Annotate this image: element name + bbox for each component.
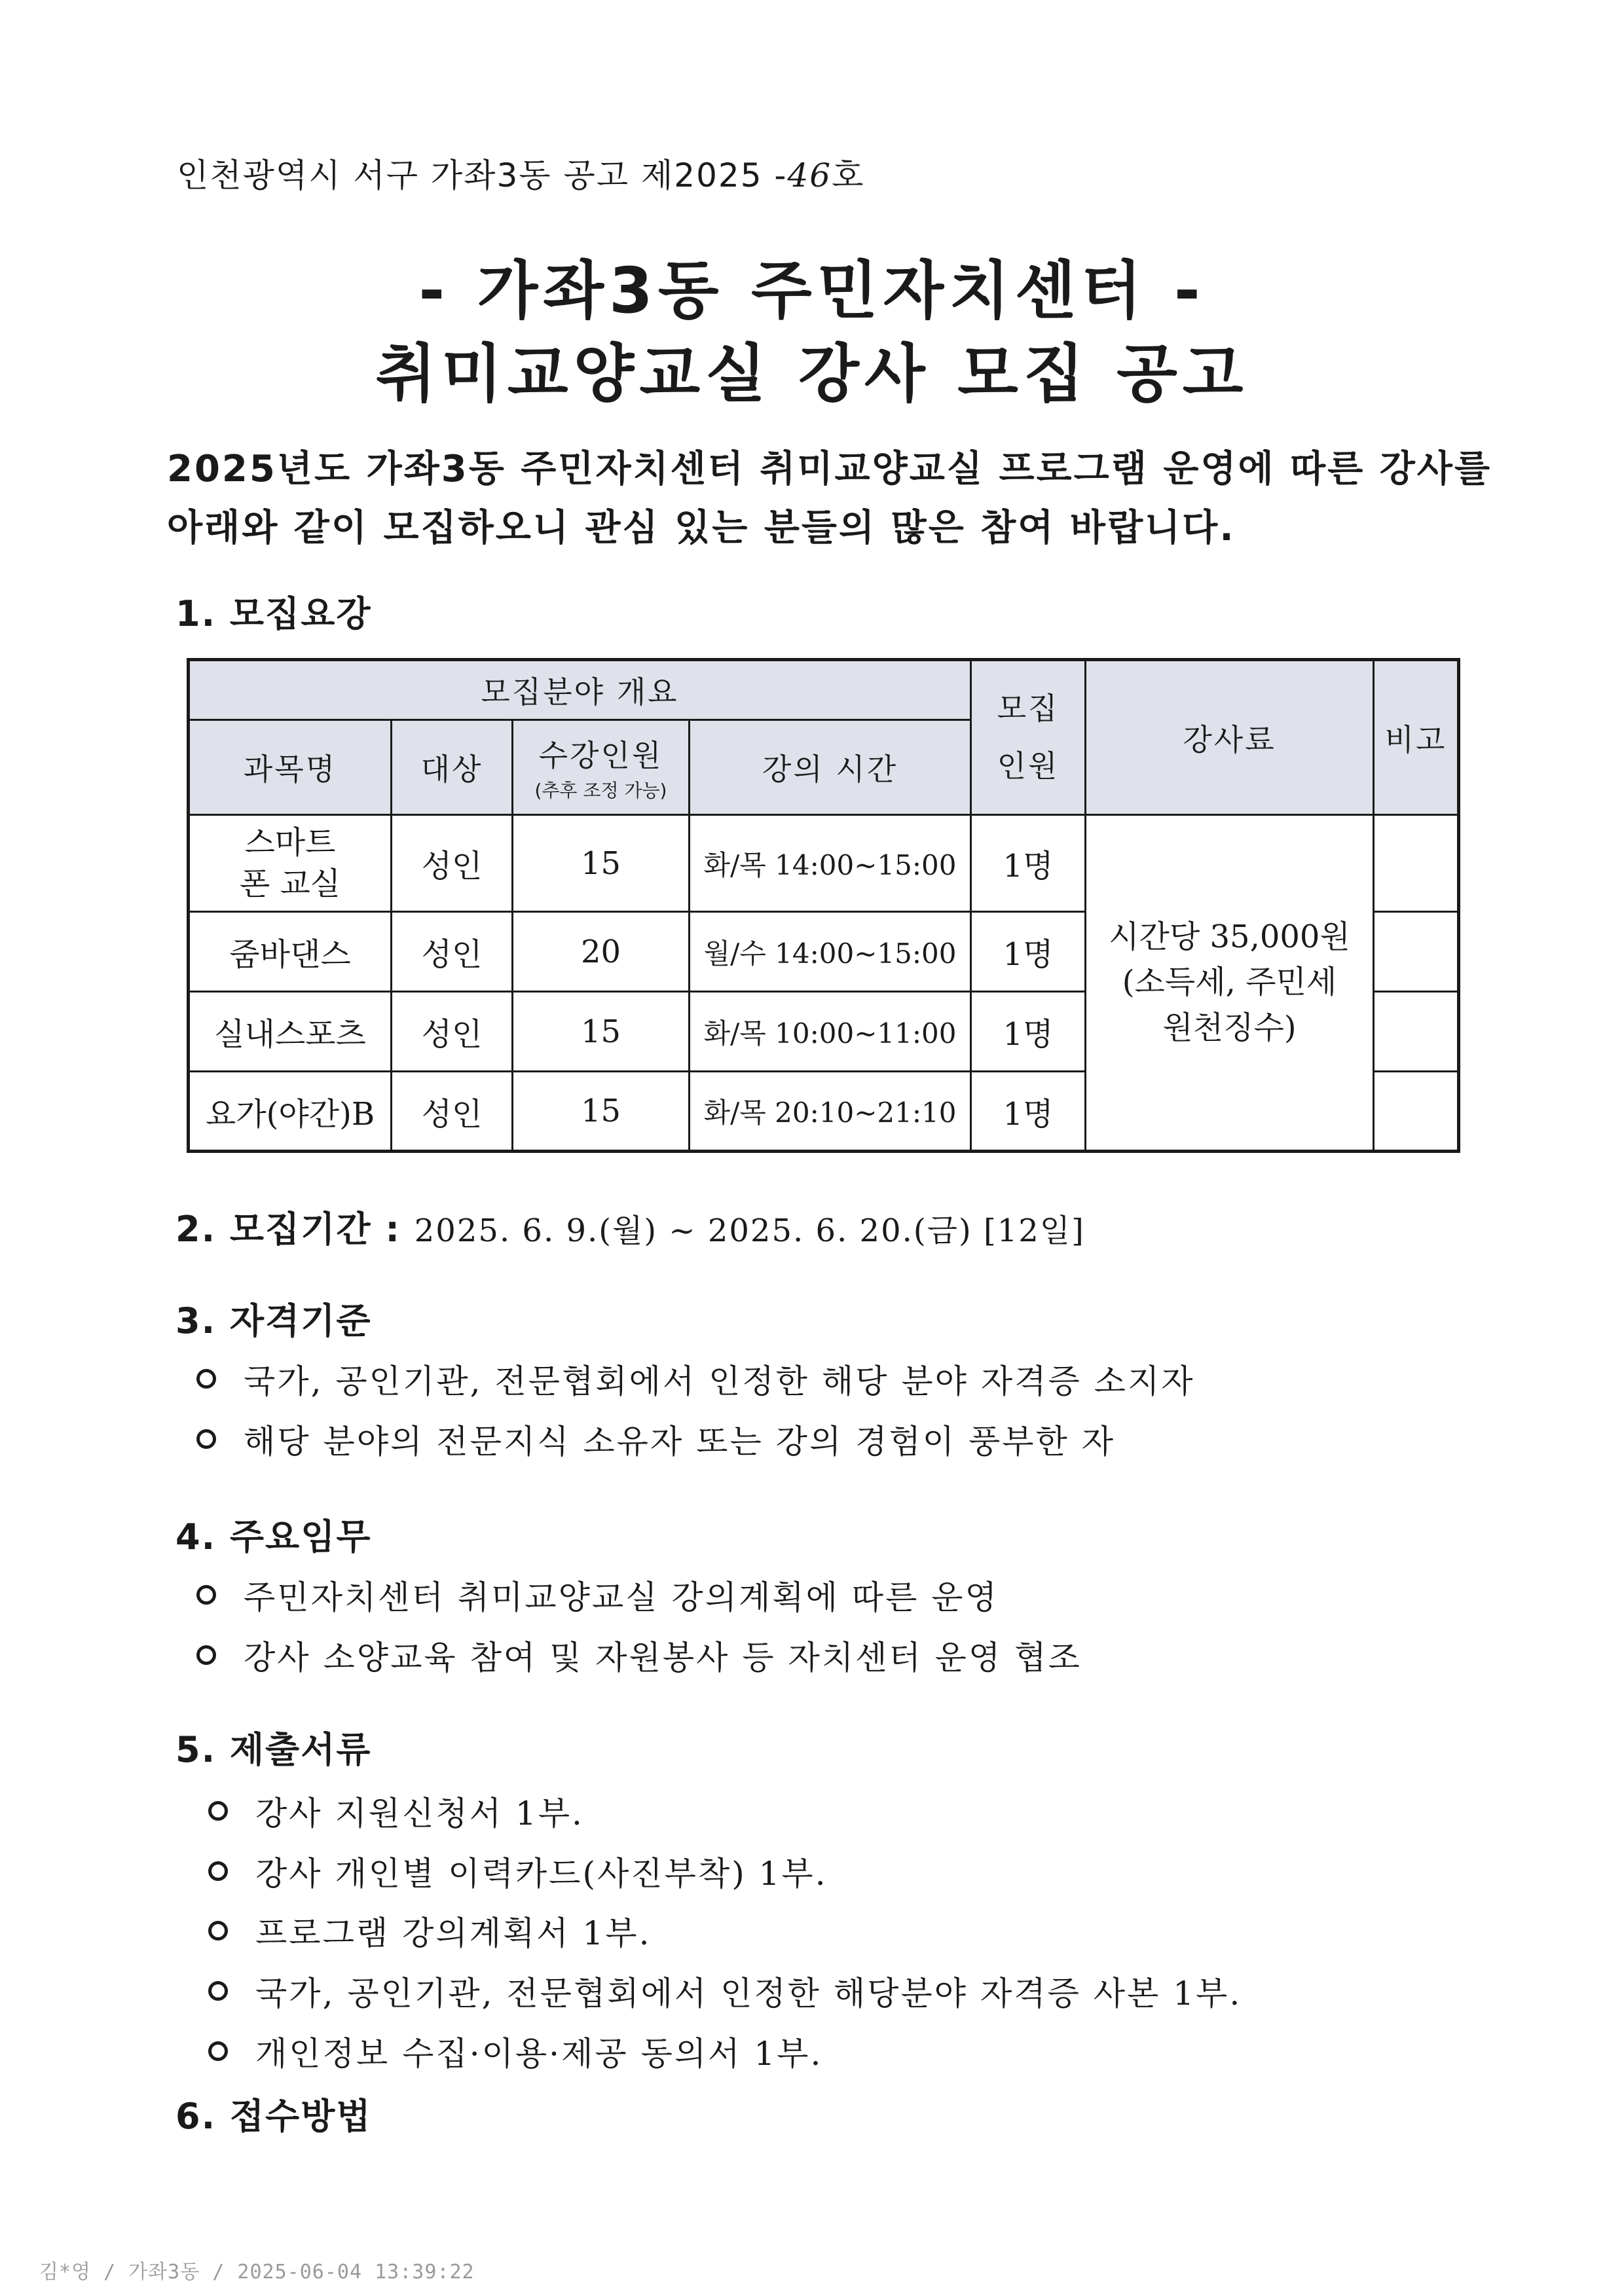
table-header-group: 모집분야 개요 [189, 660, 971, 720]
intro-line2: 아래와 같이 모집하오니 관심 있는 분들의 많은 참여 바랍니다. [167, 507, 1236, 549]
row-subject-text: 스마트폰 교실 [239, 824, 341, 902]
list-item [208, 1967, 1242, 2014]
print-stamp: 김*영 / 가좌3동 / 2025-06-04 13:39:22 [39, 2261, 475, 2284]
list-item-text: 프로그램 강의계획서 1부. [255, 1914, 652, 1952]
row-subject: 요가(야간)B [189, 1072, 392, 1152]
list-item [208, 1848, 828, 1895]
fee-line1: 시간당 35,000원 [1109, 918, 1350, 955]
fee-line3: 원천징수) [1162, 1009, 1297, 1046]
list-item-text: 국가, 공인기관, 전문협회에서 인정한 해당 분야 자격증 소지자 [244, 1362, 1195, 1400]
list-item [196, 1631, 1082, 1679]
row-capacity: 15 [513, 1072, 690, 1152]
row-count: 1명 [971, 1072, 1086, 1152]
circle-bullet-icon [208, 2041, 228, 2061]
circle-bullet-icon [208, 1801, 228, 1821]
table-header-capacity-label: 수강인원 [538, 738, 663, 773]
table-header-count [971, 660, 1086, 815]
fee-line2: (소득세, 주민세 [1122, 964, 1337, 1001]
row-note [1374, 912, 1459, 992]
list-item-text: 강사 개인별 이력카드(사진부착) 1부. [255, 1855, 828, 1893]
section6-heading: 6. 접수방법 [175, 2096, 372, 2137]
list-item-text: 강사 지원신청서 1부. [255, 1795, 584, 1832]
section2-label: 2. 모집기간 : [175, 1209, 401, 1250]
list-item-text: 강사 소양교육 참여 및 자원봉사 등 자치센터 운영 협조 [244, 1639, 1082, 1677]
list-item [208, 1907, 652, 1954]
table-header-fee: 강사료 [1086, 660, 1374, 815]
notice-number-handwritten: 46 [787, 156, 832, 194]
section3-heading: 3. 자격기준 [175, 1300, 372, 1341]
table-header-subject: 과목명 [189, 720, 392, 815]
table-header-target: 대상 [392, 720, 513, 815]
notice-number [177, 149, 864, 196]
section4-heading: 4. 주요임무 [175, 1516, 372, 1558]
table-header-count-label: 모집 인원 [997, 691, 1060, 784]
list-item-text: 해당 분야의 전문지식 소유자 또는 강의 경험이 풍부한 자 [244, 1423, 1116, 1461]
list-item [196, 1415, 1115, 1463]
circle-bullet-icon [196, 1429, 216, 1449]
list-item [208, 2028, 822, 2075]
row-time: 월/수 14:00~15:00 [690, 912, 971, 992]
notice-number-prefix: 인천광역시 서구 가좌3동 공고 제2025 - [177, 156, 788, 194]
circle-bullet-icon [208, 1861, 228, 1881]
list-item [196, 1571, 999, 1618]
row-capacity: 20 [513, 912, 690, 992]
row-target: 성인 [392, 1072, 513, 1152]
row-time: 화/목 20:10~21:10 [690, 1072, 971, 1152]
row-target: 성인 [392, 815, 513, 912]
fee-cell [1086, 815, 1374, 1152]
table-header-capacity [513, 720, 690, 815]
recruitment-period: 2025. 6. 9.(월) ~ 2025. 6. 20.(금) [12일] [414, 1212, 1085, 1249]
table-header-time: 강의 시간 [690, 720, 971, 815]
table-header-capacity-note: (추후 조정 가능) [534, 780, 667, 801]
row-subject: 실내스포츠 [189, 992, 392, 1072]
row-note [1374, 992, 1459, 1072]
circle-bullet-icon [196, 1645, 216, 1665]
row-target: 성인 [392, 912, 513, 992]
notice-number-suffix: 호 [832, 156, 865, 194]
row-note [1374, 1072, 1459, 1152]
circle-bullet-icon [196, 1369, 216, 1389]
row-capacity: 15 [513, 815, 690, 912]
section1-heading: 1. 모집요강 [175, 593, 372, 634]
circle-bullet-icon [208, 1981, 228, 2001]
list-item [196, 1355, 1195, 1402]
table-row [189, 815, 1459, 912]
row-time: 화/목 14:00~15:00 [690, 815, 971, 912]
row-count: 1명 [971, 912, 1086, 992]
intro-line1: 2025년도 가좌3동 주민자치센터 취미교양교실 프로그램 운영에 따른 강사를 [167, 448, 1492, 490]
row-count: 1명 [971, 992, 1086, 1072]
row-note [1374, 815, 1459, 912]
list-item-text: 국가, 공인기관, 전문협회에서 인정한 해당분야 자격증 사본 1부. [255, 1975, 1242, 2013]
row-capacity: 15 [513, 992, 690, 1072]
circle-bullet-icon [208, 1921, 228, 1941]
section5-heading: 5. 제출서류 [175, 1729, 372, 1770]
list-item-text: 개인정보 수집·이용·제공 동의서 1부. [255, 2035, 823, 2073]
list-item-text: 주민자치센터 취미교양교실 강의계획에 따른 운영 [244, 1578, 999, 1616]
section2-heading [175, 1201, 1085, 1252]
document-title-line1: - 가좌3동 주민자치센터 - [418, 254, 1206, 327]
document-title-line2: 취미교양교실 강사 모집 공고 [375, 337, 1249, 410]
row-subject [189, 815, 392, 912]
row-count: 1명 [971, 815, 1086, 912]
list-item [208, 1787, 584, 1834]
circle-bullet-icon [196, 1585, 216, 1605]
row-time: 화/목 10:00~11:00 [690, 992, 971, 1072]
table-header-note: 비고 [1374, 660, 1459, 815]
row-target: 성인 [392, 992, 513, 1072]
recruitment-table [187, 658, 1460, 1153]
row-subject: 줌바댄스 [189, 912, 392, 992]
